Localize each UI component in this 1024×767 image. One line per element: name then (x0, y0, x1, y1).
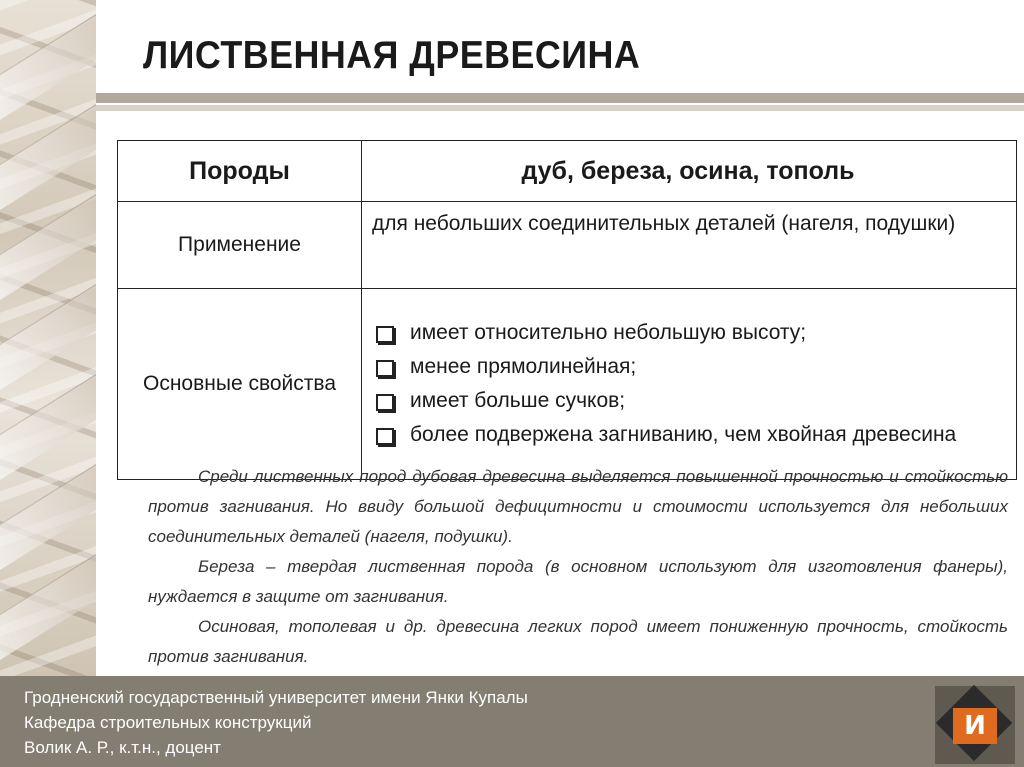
table-row-properties (118, 289, 1017, 480)
note-paragraph: Береза – твердая лиственная порода (в основном используют для изготовления фанеры), нуждается в защите от загнивания. (148, 557, 1008, 606)
species-value: дуб, береза, осина, тополь (362, 141, 1017, 202)
application-value (362, 202, 1017, 289)
wood-properties-table (117, 140, 1017, 480)
title-divider (96, 93, 1024, 103)
table-row-application (118, 202, 1017, 289)
note-paragraph: Среди лиственных пород дубовая древесина выделяется повышенной прочностью и стойкостью против загнивания. Но ввиду большой дефицитности и стоимости используется для небольших соединительных деталей (нагеля, подушки). (148, 467, 1008, 546)
note-paragraph: Осиновая, тополевая и др. древесина легких пород имеет пониженную прочность, стойкость против загнивания. (148, 617, 1008, 666)
notes-block (148, 462, 1008, 672)
checkbox-bullet-icon (376, 394, 394, 411)
properties-label: Основные свойства (118, 289, 362, 480)
list-item: более подвержена загниванию, чем хвойная древесина (372, 418, 1004, 452)
footer-author: Волик А. Р., к.т.н., доцент (24, 738, 221, 757)
checkbox-bullet-icon (376, 428, 394, 445)
application-label: Применение (118, 202, 362, 289)
checkbox-bullet-icon (376, 360, 394, 377)
list-item: имеет больше сучков; (372, 384, 1004, 418)
species-label: Породы (118, 141, 362, 202)
list-item: имеет относительно небольшую высоту; (372, 316, 1004, 350)
slide-title: ЛИСТВЕННАЯ ДРЕВЕСИНА (143, 34, 641, 77)
title-divider-thin (96, 105, 1024, 111)
application-text: для небольших соединительных деталей (нагеля, подушки) (372, 212, 956, 235)
properties-value (362, 289, 1017, 480)
university-logo (935, 686, 1015, 764)
checkbox-bullet-icon (376, 326, 394, 343)
table-row-species (118, 141, 1017, 202)
decorative-wood-strip (0, 0, 96, 676)
footer (0, 676, 1024, 767)
list-item: менее прямолинейная; (372, 350, 1004, 384)
footer-university: Гродненский государственный университет имени Янки Купалы (24, 688, 528, 707)
logo-mark-icon: И (964, 711, 986, 741)
footer-department: Кафедра строительных конструкций (24, 713, 312, 732)
properties-list (372, 316, 1004, 452)
